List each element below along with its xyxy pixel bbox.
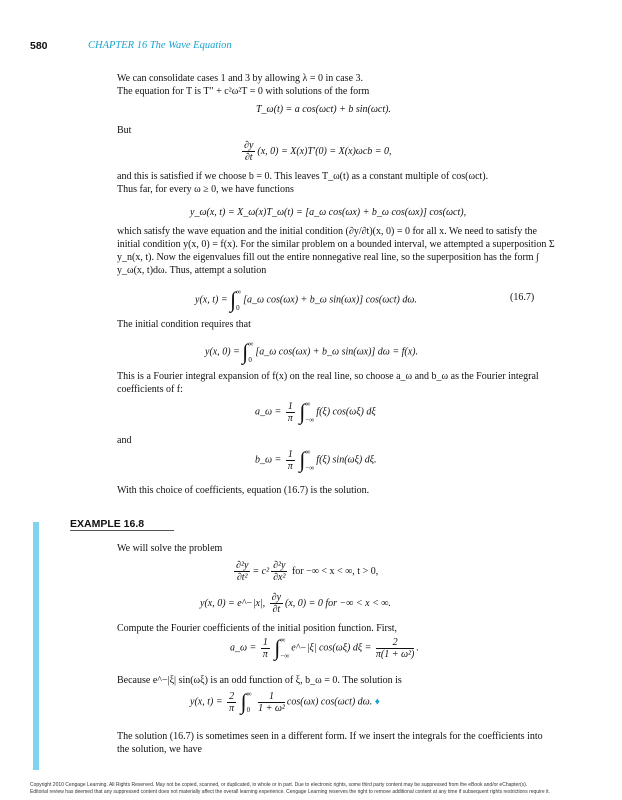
paragraph: With this choice of coefficients, equation (16.7) is the solution. — [117, 485, 370, 496]
paragraph: We will solve the problem — [117, 543, 223, 554]
equation-initial-lhs: y(x, 0) = — [205, 346, 240, 358]
equation-solution-body: [a_ω cos(ωx) + b_ω sin(ωx)] cos(ωct) dω. — [243, 294, 417, 306]
equation-pde-tail: for −∞ < x < ∞, t > 0, — [291, 565, 379, 577]
equation-y-omega: y_ω(x, t) = X_ω(x)T_ω(t) = [a_ω cos(ωx) + b_ω cos(ωx)] cos(ωct), — [190, 207, 467, 218]
example-sidebar-bar — [33, 522, 39, 770]
paragraph: and this is satisfied if we choose b = 0. This leaves T_ω(t) as a constant multiple of cos(ωct). — [117, 171, 489, 182]
equation-pde: $\frac{\text{∂²y}}{\text{∂t²}}$ = c² $\frac{\text{∂²y}}{\text{∂x²}}$ for −∞ < x < ∞, t > 0, — [236, 560, 379, 583]
equation-a-lhs: a_ω = — [255, 406, 282, 418]
equation-T: T_ω(t) = a cos(ωct) + b sin(ωct). — [256, 104, 391, 115]
equation-b-omega: b_ω = $\frac{1}{\pi}$ ∫∞ −∞f(ξ) sin(ωξ) dξ. — [255, 447, 377, 472]
chapter-title: CHAPTER 16 The Wave Equation — [88, 40, 232, 51]
equation-final: y(x, t) = $\frac{2}{\pi}$ ∫∞ 0 $\frac{1}{\text{1 + ω²}}$ cos(ωx) cos(ωct) dω. ♦ — [190, 689, 380, 714]
equation-b-body: f(ξ) sin(ωξ) dξ. — [316, 454, 377, 466]
example-title: EXAMPLE 16.8 — [70, 518, 145, 530]
equation-a-body: f(ξ) cos(ωξ) dξ — [316, 406, 376, 418]
paragraph: The initial condition requires that — [117, 319, 251, 330]
equation-solution: y(x, t) = ∫∞ 0[a_ω cos(ωx) + b_ω sin(ωx)] cos(ωct) dω. — [195, 287, 417, 312]
paragraph: The solution (16.7) is sometimes seen in a different form. If we insert the integrals for the coefficients into the solution, we have — [117, 731, 543, 755]
paragraph: which satisfy the wave equation and the initial condition (∂y/∂t)(x, 0) = 0 for all x. We need to satisfy the initial condition y(x, 0) = f(x). For the similar problem on a bounded interval, we attempted a superposition Σ y_n(x, t). Now the eigenvalues fill out the entire nonnegative real line, so the superposition has the form ∫ y_ω(x, t)dω. Thus, attempt a solution — [117, 226, 555, 276]
end-of-example-diamond-icon: ♦ — [374, 696, 380, 708]
paragraph: Because e^−|ξ| sin(ωξ) is an odd function of ξ, b_ω = 0. The solution is — [117, 675, 402, 686]
equation-ic-lhs: y(x, 0) = e^−|x|, — [200, 597, 266, 609]
equation-ic-rhs: (x, 0) = 0 for −∞ < x < ∞. — [285, 597, 391, 609]
equation-b-lhs: b_ω = — [255, 454, 282, 466]
paragraph: Thus far, for every ω ≥ 0, we have functions — [117, 184, 294, 195]
equation-final-body: cos(ωx) cos(ωct) dω. — [286, 696, 373, 708]
equation-aw-body: e^−|ξ| cos(ωξ) dξ = — [291, 642, 372, 654]
equation-solution-lhs: y(x, t) = — [195, 294, 228, 306]
paragraph: Compute the Fourier coefficients of the initial position function. First, — [117, 623, 398, 634]
equation-a-omega: a_ω = $\frac{1}{\pi}$ ∫∞ −∞f(ξ) cos(ωξ) dξ — [255, 399, 376, 424]
equation-ic: y(x, 0) = e^−|x|, $\frac{\partial y}{\partial t}$ (x, 0) = 0 for −∞ < x < ∞. — [200, 592, 391, 615]
paragraph: and — [117, 435, 132, 446]
equation-dy-body: (x, 0) = X(x)T′(0) = X(x)ωcb = 0, — [257, 145, 392, 157]
paragraph: But — [117, 125, 132, 136]
equation-initial-body: [a_ω cos(ωx) + b_ω sin(ωx)] dω = f(x). — [255, 346, 418, 358]
paragraph: This is a Fourier integral expansion of f(x) on the real line, so choose a_ω and b_ω as the Fourier integral coefficients of f: — [117, 371, 539, 395]
equation-aw-lhs: a_ω = — [230, 642, 257, 654]
page-number: 580 — [30, 40, 48, 52]
equation-aw: a_ω = $\frac{1}{\pi}$ ∫∞ −∞e^−|ξ| cos(ωξ) dξ = $\frac{2}{\text{π(1 + ω²)}}$ . — [230, 635, 419, 660]
copyright-line: Copyright 2010 Cengage Learning. All Rights Reserved. May not be copied, scanned, or duplicated, in whole or in part. Due to electronic rights, some third party content may be suppressed from the eBook and/or eChapter(s). — [30, 782, 528, 788]
copyright-line: Editorial review has deemed that any suppressed content does not materially affect the overall learning experience. Cengage Learning reserves the right to remove additional content at any time if subsequent rights restrictions require it. — [30, 789, 550, 795]
equation-number: (16.7) — [510, 292, 535, 303]
equation-dy: $\frac{\partial y}{\partial t}$ (x, 0) = X(x)T′(0) = X(x)ωcb = 0, — [244, 140, 392, 163]
equation-final-lhs: y(x, t) = — [190, 696, 223, 708]
paragraph: We can consolidate cases 1 and 3 by allowing λ = 0 in case 3. — [117, 73, 364, 84]
example-rule — [70, 530, 174, 531]
equation-initial: y(x, 0) = ∫∞ 0[a_ω cos(ωx) + b_ω sin(ωx)] dω = f(x). — [205, 339, 418, 364]
paragraph: The equation for T is T″ + c²ω²T = 0 with solutions of the form — [117, 86, 370, 97]
